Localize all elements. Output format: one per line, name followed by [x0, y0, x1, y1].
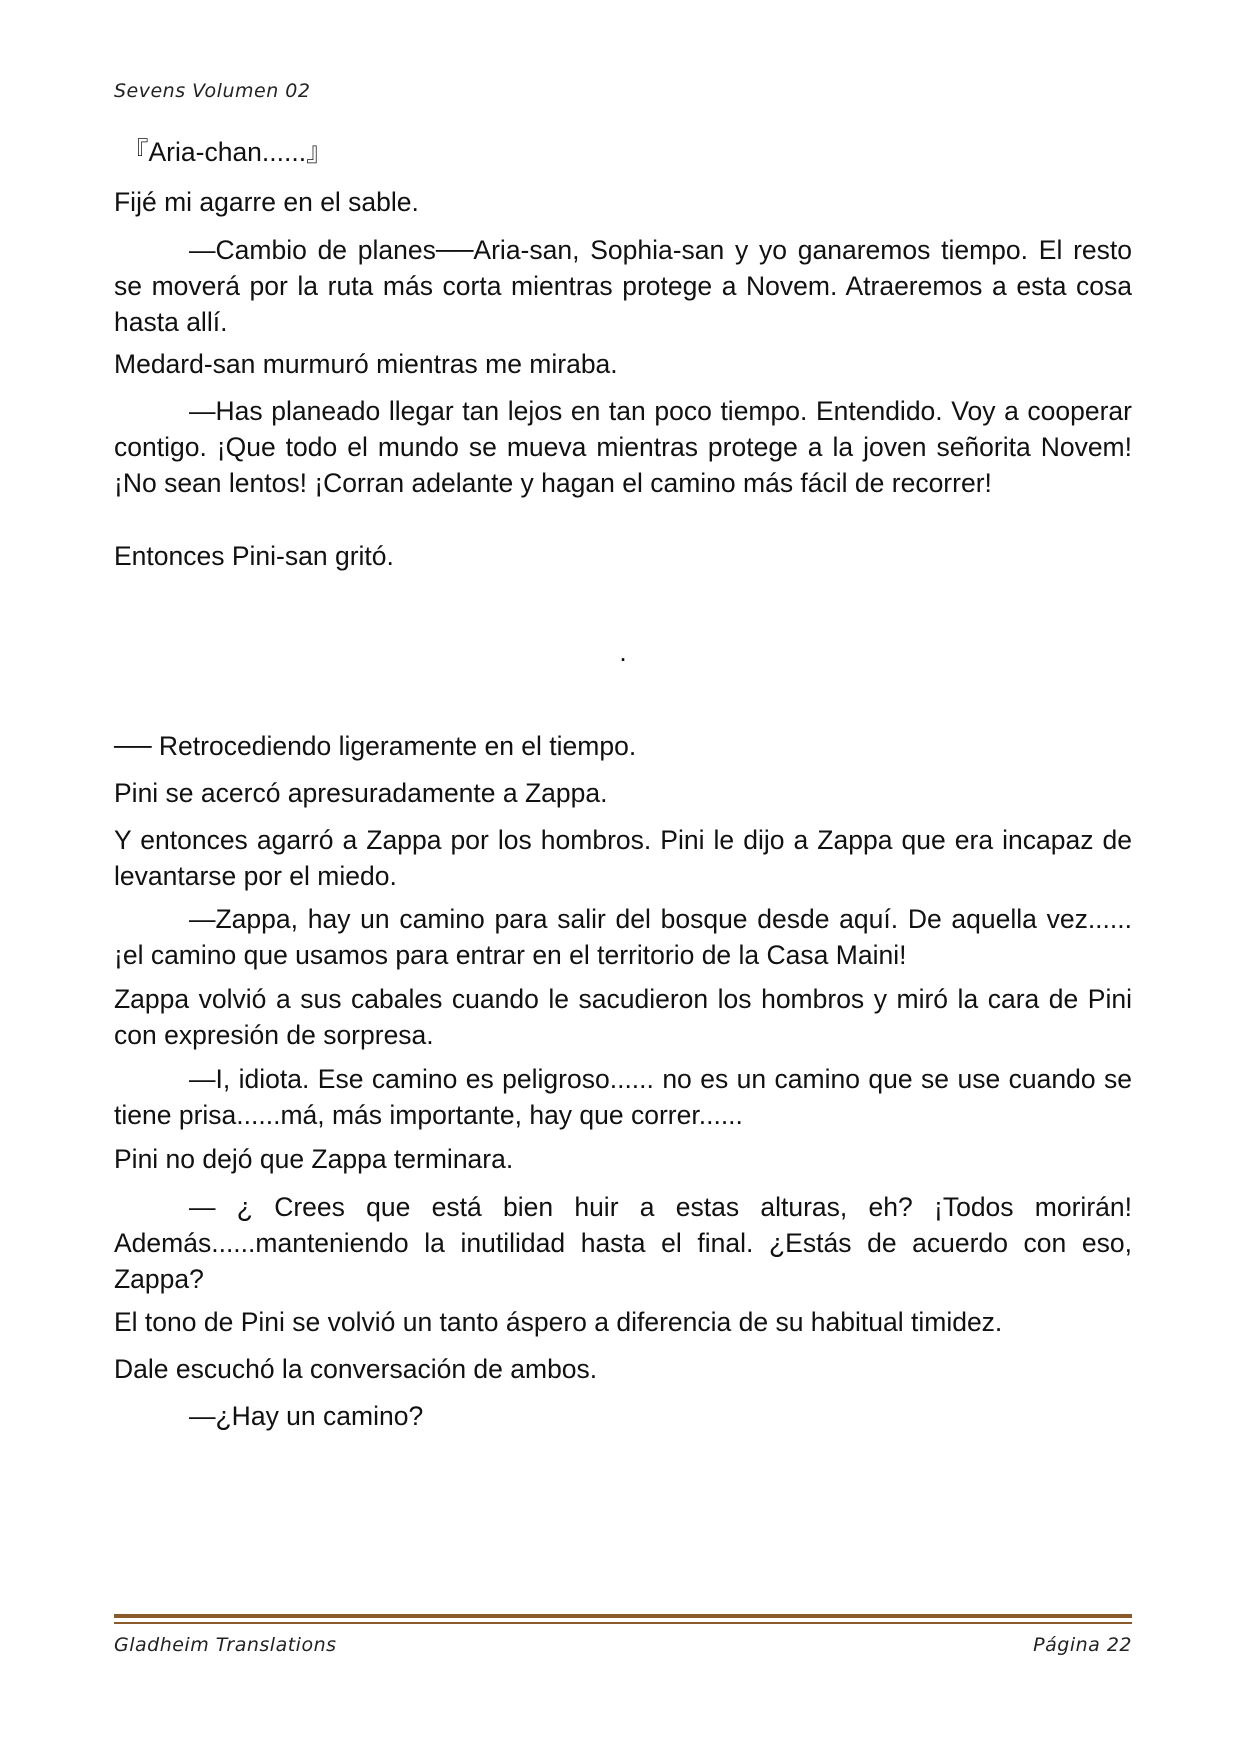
scene-break-dot: ·: [618, 643, 628, 673]
paragraph: Zappa volvió a sus cabales cuando le sacudieron los hombros y miró la cara de Pini con expresión de sorpresa.: [114, 984, 1132, 1050]
running-header: Sevens Volumen 02: [114, 80, 311, 102]
footer-rule: [114, 1614, 1132, 1618]
footer-publisher: Gladheim Translations: [114, 1634, 337, 1656]
paragraph: —I, idiota. Ese camino es peligroso...... no es un camino que se use cuando se tiene prisa......má, más importante, hay que correr......: [114, 1064, 1132, 1130]
paragraph: ── Retrocediendo ligeramente en el tiempo.: [114, 731, 637, 761]
page-number: Página 22: [1033, 1634, 1132, 1656]
paragraph: —¿Hay un camino?: [189, 1401, 424, 1431]
paragraph: Pini se acercó apresuradamente a Zappa.: [114, 778, 608, 808]
paragraph: Fijé mi agarre en el sable.: [114, 187, 419, 217]
paragraph: 『Aria-chan......』: [122, 137, 333, 167]
paragraph: —Zappa, hay un camino para salir del bosque desde aquí. De aquella vez...... ¡el camino que usamos para entrar en el territorio de la Casa Maini!: [114, 904, 1132, 970]
paragraph: Dale escuchó la conversación de ambos.: [114, 1354, 598, 1384]
paragraph: Entonces Pini-san gritó.: [114, 541, 394, 571]
paragraph: Y entonces agarró a Zappa por los hombros. Pini le dijo a Zappa que era incapaz de levantarse por el miedo.: [114, 825, 1132, 891]
footer-rule-thin: [114, 1622, 1132, 1624]
paragraph: Pini no dejó que Zappa terminara.: [114, 1144, 514, 1174]
paragraph: El tono de Pini se volvió un tanto áspero a diferencia de su habitual timidez.: [114, 1307, 1003, 1337]
paragraph: —Has planeado llegar tan lejos en tan poco tiempo. Entendido. Voy a cooperar contigo. ¡Que todo el mundo se mueva mientras protege a la joven señorita Novem! ¡No sean lentos! ¡Corran adelante y hagan el camino más fácil de recorrer!: [114, 396, 1132, 498]
paragraph: — ¿ Crees que está bien huir a estas alturas, eh? ¡Todos morirán! Además......manteniendo la inutilidad hasta el final. ¿Estás de acuerdo con eso, Zappa?: [114, 1192, 1132, 1294]
paragraph: Medard-san murmuró mientras me miraba.: [114, 349, 618, 379]
paragraph: —Cambio de planes──Aria-san, Sophia-san y yo ganaremos tiempo. El resto se moverá por la ruta más corta mientras protege a Novem. Atraeremos a esta cosa hasta allí.: [114, 235, 1132, 337]
